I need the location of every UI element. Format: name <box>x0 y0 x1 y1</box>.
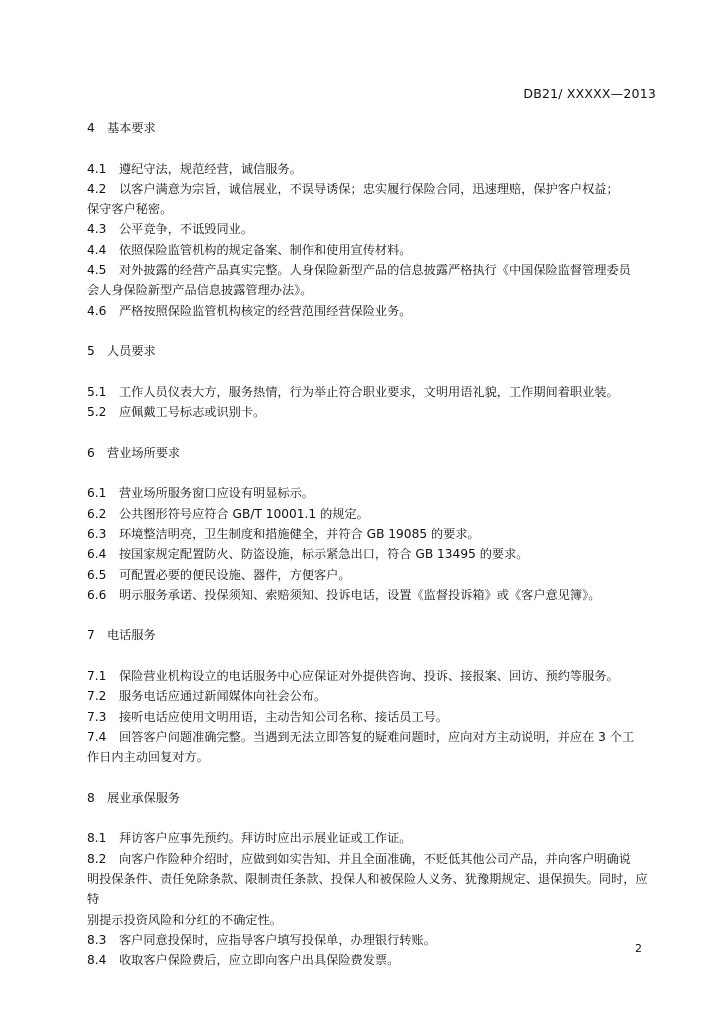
clause <box>87 159 657 179</box>
clause-number: 5.2 <box>87 405 107 420</box>
clause <box>87 219 657 239</box>
clause-text: 遵纪守法，规范经营，诚信服务。 <box>119 161 302 176</box>
clause-number: 6.2 <box>87 506 107 521</box>
clause-number: 4.2 <box>87 181 107 196</box>
clause-text: 按国家规定配置防火、防盗设施，标示紧急出口，符合 GB 13495 的要求。 <box>119 547 529 562</box>
clause-text: 收取客户保险费后，应立即向客户出具保险费发票。 <box>119 953 400 968</box>
clause-number: 4.3 <box>87 222 107 237</box>
clause-text: 回答客户问题准确完整。当遇到无法立即答复的疑难问题时，应向对方主动说明，并应在 3 个工 <box>119 729 635 744</box>
clause-text: 向客户作险种介绍时，应做到如实告知、并且全面准确，不贬低其他公司产品，并向客户明确说 <box>119 851 631 866</box>
clause <box>87 240 657 260</box>
document-body <box>87 118 657 970</box>
clause-text: 公平竞争，不诋毁同业。 <box>119 222 254 237</box>
clause-number: 8.1 <box>87 831 107 846</box>
clause <box>87 849 657 869</box>
clause-number: 6.4 <box>87 547 107 562</box>
clause <box>87 301 657 321</box>
clause <box>87 504 657 524</box>
clause <box>87 666 657 686</box>
clause-text: 客户同意投保时，应指导客户填写投保单，办理银行转账。 <box>119 932 436 947</box>
section-title: 展业承保服务 <box>107 790 181 805</box>
document-code: DB21/ XXXXX—2013 <box>523 86 656 101</box>
clause-text: 公共图形符号应符合 GB/T 10001.1 的规定。 <box>119 506 369 521</box>
clause <box>87 483 657 503</box>
clause <box>87 260 657 280</box>
clause-text: 依照保险监管机构的规定备案、制作和使用宣传材料。 <box>119 242 412 257</box>
clause-number: 6.5 <box>87 567 107 582</box>
clause <box>87 402 657 422</box>
clause-number: 8.2 <box>87 851 107 866</box>
clause-continuation: 作日内主动回复对方。 <box>87 750 209 765</box>
clause <box>87 544 657 564</box>
clause-text: 接听电话应使用文明用语，主动告知公司名称、接话员工号。 <box>119 709 449 724</box>
clause-number: 4.6 <box>87 303 107 318</box>
section-number: 4 <box>87 121 95 135</box>
section-number: 5 <box>87 344 95 359</box>
section-title: 电话服务 <box>107 628 156 643</box>
section-heading <box>87 625 657 645</box>
clause-number: 6.6 <box>87 587 107 602</box>
clause-number: 6.3 <box>87 526 107 541</box>
clause-text: 应佩戴工号标志或识别卡。 <box>119 405 266 420</box>
section-number: 7 <box>87 628 95 643</box>
clause-continuation: 保守客户秘密。 <box>87 202 173 217</box>
clause <box>87 707 657 727</box>
section-title: 营业场所要求 <box>107 445 181 460</box>
clause <box>87 565 657 585</box>
clause-number: 7.1 <box>87 669 107 684</box>
clause <box>87 524 657 544</box>
clause-text: 工作人员仪表大方，服务热情，行为举止符合职业要求，文明用语礼貌，工作期间着职业装。 <box>119 384 619 399</box>
clause-continuation: 别提示投资风险和分红的不确定性。 <box>87 912 282 927</box>
clause-text: 以客户满意为宗旨，诚信展业，不误导诱保；忠实履行保险合同，迅速理赔，保护客户权益； <box>119 181 619 196</box>
section-heading <box>87 443 657 463</box>
section-heading <box>87 118 657 138</box>
clause-text: 明示服务承诺、投保须知、索赔须知、投诉电话，设置《监督投诉箱》或《客户意见簿》。 <box>119 587 601 602</box>
clause <box>87 382 657 402</box>
clause-text: 可配置必要的便民设施、器件，方便客户。 <box>119 567 351 582</box>
clause-text: 保险营业机构设立的电话服务中心应保证对外提供咨询、投诉、接报案、回访、预约等服务。 <box>119 669 619 684</box>
clause <box>87 727 657 747</box>
clause-text: 对外披露的经营产品真实完整。人身保险新型产品的信息披露严格执行《中国保险监督管理委员 <box>119 263 631 278</box>
page-number: 2 <box>635 942 642 955</box>
clause-number: 5.1 <box>87 384 107 399</box>
clause <box>87 828 657 848</box>
clause <box>87 686 657 706</box>
clause-text: 严格按照保险监管机构核定的经营范围经营保险业务。 <box>119 303 412 318</box>
clause-number: 7.3 <box>87 709 107 724</box>
section-heading <box>87 788 657 808</box>
clause-text: 营业场所服务窗口应设有明显标示。 <box>119 486 314 501</box>
clause <box>87 930 657 950</box>
clause <box>87 179 657 199</box>
clause-number: 8.4 <box>87 953 107 968</box>
clause-text: 拜访客户应事先预约。拜访时应出示展业证或工作证。 <box>119 831 412 846</box>
clause-number: 7.4 <box>87 729 107 744</box>
section-title: 人员要求 <box>107 344 156 359</box>
section-number: 8 <box>87 790 95 805</box>
clause <box>87 950 657 970</box>
section-number: 6 <box>87 445 95 460</box>
section-title: 基本要求 <box>107 121 156 135</box>
section-heading <box>87 341 657 361</box>
clause-number: 4.1 <box>87 161 107 176</box>
clause-text: 服务电话应通过新闻媒体向社会公布。 <box>119 689 327 704</box>
clause-number: 6.1 <box>87 486 107 501</box>
clause-text: 环境整洁明亮，卫生制度和措施健全，并符合 GB 19085 的要求。 <box>119 526 480 541</box>
clause-number: 8.3 <box>87 932 107 947</box>
clause-continuation: 会人身保险新型产品信息披露管理办法》。 <box>87 283 313 298</box>
clause-continuation: 明投保条件、责任免除条款、限制责任条款、投保人和被保险人义务、犹豫期规定、退保损失。同时，应特 <box>87 871 648 907</box>
clause <box>87 585 657 605</box>
clause-number: 7.2 <box>87 689 107 704</box>
clause-number: 4.4 <box>87 242 107 257</box>
clause-number: 4.5 <box>87 263 107 278</box>
